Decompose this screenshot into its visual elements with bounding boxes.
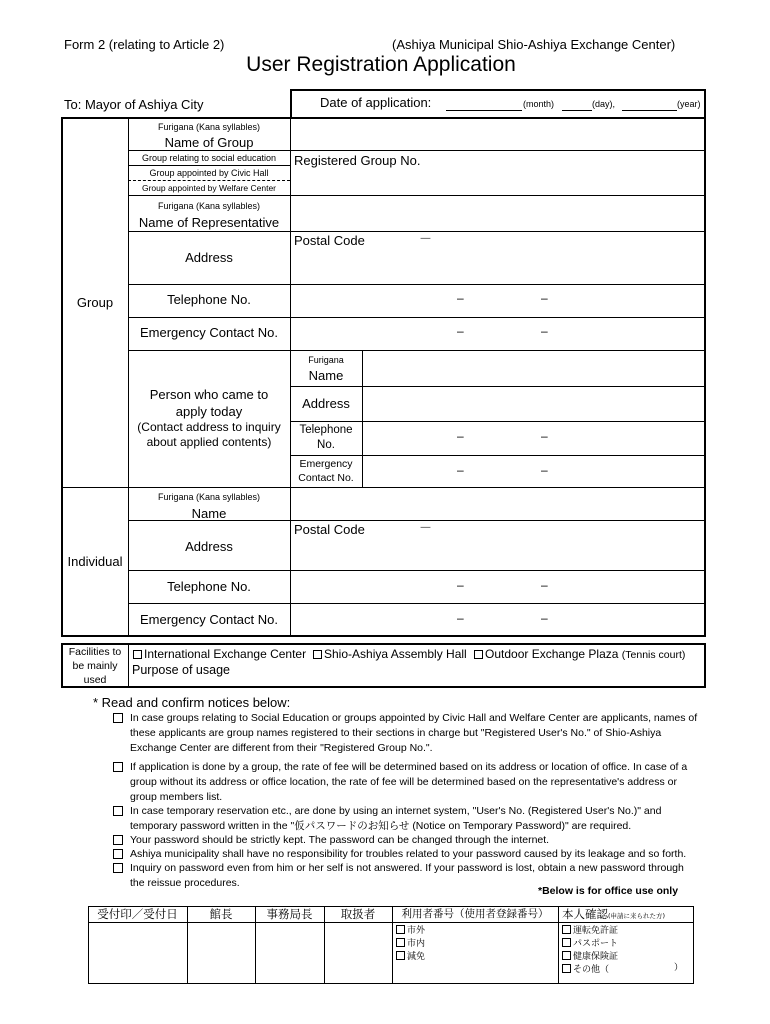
row-line xyxy=(128,231,705,232)
phone-dash: – xyxy=(541,463,548,477)
civic-hall-label: Group appointed by Civic Hall xyxy=(149,168,269,178)
purpose-of-usage-label: Purpose of usage xyxy=(132,663,230,677)
person-title-line1: Person who came to xyxy=(149,387,269,402)
individual-address-label: Address xyxy=(185,539,233,554)
page-title: User Registration Application xyxy=(246,53,516,76)
col-separator xyxy=(128,644,129,687)
id-option-health-insurance[interactable]: 健康保険証 xyxy=(562,951,618,962)
month-line[interactable] xyxy=(446,110,522,111)
user-no-option-outside-city[interactable]: 市外 xyxy=(396,925,425,936)
postal-code-label: Postal Code xyxy=(294,233,365,248)
user-no-option-inside-city[interactable]: 市内 xyxy=(396,938,425,949)
group-section-label: Group xyxy=(76,295,114,310)
registered-group-no-label: Registered Group No. xyxy=(294,153,421,168)
id-option-other[interactable]: その他（ xyxy=(562,964,609,975)
id-option-passport[interactable]: パスポート xyxy=(562,938,618,949)
notice-checkbox-3[interactable] xyxy=(113,806,123,816)
checkbox[interactable] xyxy=(562,964,571,973)
checkbox[interactable] xyxy=(396,938,405,947)
row-line xyxy=(88,922,694,923)
person-title-line4: about applied contents) xyxy=(146,435,272,449)
postal-code-dash: － xyxy=(419,520,433,535)
day-line[interactable] xyxy=(562,110,592,111)
social-education-label: Group relating to social education xyxy=(141,153,277,163)
date-label: Date of application: xyxy=(320,95,432,110)
person-emergency-label2: Contact No. xyxy=(298,472,354,484)
office-use-note: *Below is for office use only xyxy=(538,885,679,897)
facility-option-assembly-hall[interactable]: Shio-Ashiya Assembly Hall xyxy=(313,648,467,660)
phone-dash: – xyxy=(457,291,464,305)
form-number: Form 2 (relating to Article 2) xyxy=(64,37,225,52)
year-line[interactable] xyxy=(622,110,677,111)
user-no-option-reduction[interactable]: 減免 xyxy=(396,951,425,962)
individual-telephone-label: Telephone No. xyxy=(167,579,251,594)
person-name-field[interactable] xyxy=(363,351,705,386)
welfare-center-label: Group appointed by Welfare Center xyxy=(141,183,277,193)
row-line xyxy=(128,603,705,604)
row-line xyxy=(290,455,705,456)
notice-checkbox-6[interactable] xyxy=(113,863,123,873)
office-header-secretary-general: 事務局長 xyxy=(266,907,313,921)
notice-checkbox-5[interactable] xyxy=(113,849,123,859)
checkbox[interactable] xyxy=(562,938,571,947)
group-address-label: Address xyxy=(185,250,233,265)
group-name-field[interactable] xyxy=(291,119,705,150)
row-line xyxy=(290,421,705,422)
office-header-director: 館長 xyxy=(209,907,233,921)
notice-2: If application is done by a group, the rate of fee will be determined based on its address or location of office. In case of a group without its address or office location, the rate of fee will be determined based on the representative's address or group members list. xyxy=(130,761,688,803)
phone-dash: – xyxy=(457,429,464,443)
notice-4: Your password should be strictly kept. The password can be changed through the internet. xyxy=(130,834,550,846)
individual-postal-code-label: Postal Code xyxy=(294,522,365,537)
phone-dash: – xyxy=(457,578,464,592)
individual-section-label: Individual xyxy=(67,554,123,569)
facility-option-outdoor-plaza[interactable]: Outdoor Exchange Plaza (Tennis court) xyxy=(474,648,685,661)
row-line xyxy=(128,284,705,285)
checkbox[interactable] xyxy=(313,650,322,659)
furigana-label: Furigana (Kana syllables) xyxy=(157,201,261,211)
individual-name-field[interactable] xyxy=(291,488,705,520)
notice-checkbox-2[interactable] xyxy=(113,762,123,772)
group-telephone-label: Telephone No. xyxy=(167,292,251,307)
individual-name-label: Name xyxy=(191,506,227,521)
month-label: (month) xyxy=(523,99,555,109)
person-address-field[interactable] xyxy=(363,387,705,421)
facilities-label-line2: be mainly xyxy=(72,660,118,672)
notices-title: * Read and confirm notices below: xyxy=(93,695,291,710)
person-furigana-label: Furigana xyxy=(308,355,344,365)
phone-dash: – xyxy=(541,429,548,443)
notice-6: Inquiry on password even from him or her self is not answered. If your password is lost, obtain a new password through the reissue procedures. xyxy=(130,862,684,889)
organization-name: (Ashiya Municipal Shio-Ashiya Exchange Center) xyxy=(392,37,676,52)
phone-dash: – xyxy=(457,611,464,625)
row-line xyxy=(128,150,705,151)
notice-5: Ashiya municipality shall have no responsibility for troubles related to your password caused by its leakage and so forth. xyxy=(130,848,687,860)
furigana-label: Furigana (Kana syllables) xyxy=(157,492,261,502)
facility-option-international[interactable]: International Exchange Center xyxy=(133,648,306,660)
checkbox[interactable] xyxy=(474,650,483,659)
facilities-label-line3: used xyxy=(83,674,107,686)
checkbox[interactable] xyxy=(562,925,571,934)
phone-dash: – xyxy=(541,578,548,592)
person-address-label: Address xyxy=(302,396,350,411)
facilities-label-line1: Facilities to xyxy=(68,646,122,658)
checkbox[interactable] xyxy=(396,951,405,960)
individual-emergency-label: Emergency Contact No. xyxy=(139,612,278,627)
office-header-user-no: 利用者番号（使用者登録番号） xyxy=(401,908,549,920)
person-tel-label2: No. xyxy=(317,439,335,451)
person-name-label: Name xyxy=(308,368,344,383)
office-header-received: 受付印／受付日 xyxy=(97,907,178,921)
name-of-representative-label: Name of Representative xyxy=(138,215,280,230)
office-header-id-check: 本人確認(申請に来られた方) xyxy=(562,907,666,921)
furigana-label: Furigana (Kana syllables) xyxy=(157,122,261,132)
person-tel-label1: Telephone xyxy=(299,424,353,436)
row-line xyxy=(128,180,290,181)
group-emergency-label: Emergency Contact No. xyxy=(139,325,278,340)
representative-name-field[interactable] xyxy=(291,196,705,231)
phone-dash: – xyxy=(457,324,464,338)
notice-checkbox-4[interactable] xyxy=(113,835,123,845)
row-line xyxy=(128,317,705,318)
year-label: (year) xyxy=(677,99,701,109)
notice-checkbox-1[interactable] xyxy=(113,713,123,723)
notice-1: In case groups relating to Social Education or groups appointed by Civic Hall and Welfare Center are applicants, names of these applicants are group names registered to their sections in charge but "Registered User's No." of Shio-Ashiya Exchange Center are different from their "Registered Group No.". xyxy=(130,712,698,754)
row-line xyxy=(128,165,290,166)
id-option-drivers-license[interactable]: 運転免許証 xyxy=(562,925,618,936)
notice-3: In case temporary reservation etc., are done by using an internet system, "User's No. (Registered User's No.)" and temporary password written in the "仮パスワードのお知らせ (Notice on Temporary Password)" are required. xyxy=(130,805,662,832)
phone-dash: – xyxy=(541,291,548,305)
checkbox[interactable] xyxy=(396,925,405,934)
person-emergency-label1: Emergency xyxy=(299,458,353,470)
checkbox[interactable] xyxy=(133,650,142,659)
day-label: (day), xyxy=(592,99,616,109)
phone-dash: – xyxy=(541,611,548,625)
checkbox[interactable] xyxy=(562,951,571,960)
postal-code-dash: － xyxy=(419,231,433,246)
name-of-group-label: Name of Group xyxy=(164,135,254,150)
person-title-line3: (Contact address to inquiry xyxy=(137,420,281,434)
phone-dash: – xyxy=(541,324,548,338)
person-title-line2: apply today xyxy=(175,404,243,419)
col-separator xyxy=(558,906,559,984)
phone-dash: – xyxy=(457,463,464,477)
id-option-other-close: ） xyxy=(674,963,684,973)
addressee: To: Mayor of Ashiya City xyxy=(64,97,204,112)
row-line xyxy=(128,570,705,571)
office-header-handler: 取扱者 xyxy=(340,907,376,921)
